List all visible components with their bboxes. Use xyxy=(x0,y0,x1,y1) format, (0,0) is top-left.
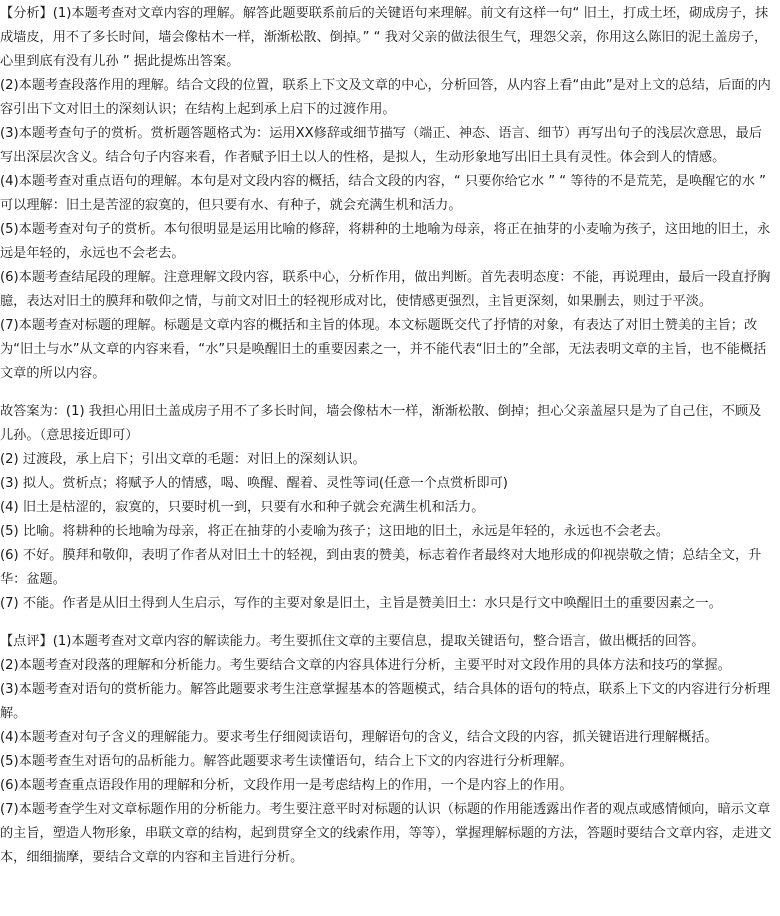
answer-paragraph-5: (5) 比喻。将耕种的长地喻为母亲，将正在抽芽的小麦喻为孩子；这田地的旧土，永远是年轻的，永远也不会老去。 xyxy=(0,524,670,539)
analysis-paragraph-6: (6)本题考查结尾段的理解。注意理解文段内容，联系中心，分析作用，做出判断。首先表明态度：不能，再说理由，最后一段直抒胸臆，表达对旧土的膜拜和敬仰之情，与前文对旧土的轻视形成对比，使情感更强烈，主旨更深刻，如果删去，则过于平淡。 xyxy=(0,270,771,309)
analysis-paragraph-2: (2)本题考查段落作用的理解。结合文段的位置，联系上下文及文章的中心，分析回答，从内容上看“由此”是对上文的总结，后面的内容引出下文对旧土的深刻认识；在结构上起到承上启下的过渡作用。 xyxy=(0,78,771,117)
answer-paragraph-1: 故答案为：(1) 我担心用旧土盖成房子用不了多长时间，墙会像枯木一样，渐渐松散、倒掉；担心父亲盖屋只是为了自己住，不顾及儿孙。（意思接近即可） xyxy=(0,404,762,443)
analysis-paragraph-1: 【分析】(1)本题考查对文章内容的理解。解答此题要联系前后的关键语句来理解。前文有这样一句“ 旧土，打成土坯，砌成房子，抹成墙皮，用不了多长时间，墙会像枯木一样，渐渐松散、倒掉。” “ 我对父亲的做法很生气，理怨父亲，你用这么陈旧的泥土盖房子，心里到底有没有儿孙 ” 据此提炼出答案。 xyxy=(0,6,769,69)
comment-paragraph-2: (2)本题考查对段落的理解和分析能力。考生要结合文章的内容具体进行分析，主要平时对文段作用的具体方法和技巧的掌握。 xyxy=(0,658,731,673)
comment-paragraph-6: (6)本题考查重点语段作用的理解和分析，文段作用一是考虑结构上的作用，一个是内容上的作用。 xyxy=(0,778,573,793)
comment-paragraph-5: (5)本题考查生对语句的品析能力。解答此题要求考生读懂语句，结合上下文的内容进行分析理解。 xyxy=(0,754,573,769)
comment-paragraph-1: 【点评】(1)本题考查对文章内容的解读能力。考生要抓住文章的主要信息，提取关键语句，整合语言，做出概括的回答。 xyxy=(0,634,705,649)
analysis-paragraph-4: (4)本题考查对重点语句的理解。本句是对文段内容的概括，结合文段的内容，“ 只要你给它水 ” “ 等待的不是荒芜，是唤醒它的水 ” 可以理解：旧土是苦涩的寂寞的，但只要有水、有种子，就会充满生机和活力。 xyxy=(0,174,766,213)
section-spacer xyxy=(0,616,772,630)
section-spacer xyxy=(0,386,772,400)
answer-paragraph-4: (4) 旧土是枯涩的，寂寞的，只要时机一到，只要有水和种子就会充满生机和活力。 xyxy=(0,500,485,515)
answer-paragraph-7: (7) 不能。作者是从旧土得到人生启示，写作的主要对象是旧土，主旨是赞美旧土：水只是行文中唤醒旧土的重要因素之一。 xyxy=(0,596,722,611)
comment-section xyxy=(0,630,772,870)
analysis-paragraph-3: (3)本题考查句子的赏析。赏析题答题格式为：运用XX修辞或细节描写（端正、神态、语言、细节）再写出句子的浅层次意思，最后写出深层次含义。结合句子内容来看，作者赋予旧土以人的性格，是拟人，生动形象地写出旧土具有灵性。体会到人的情感。 xyxy=(0,126,763,165)
answer-section xyxy=(0,400,772,616)
comment-paragraph-4: (4)本题考查对句子含义的理解能力。要求考生仔细阅读语句，理解语句的含义，结合文段的内容，抓关键语进行理解概括。 xyxy=(0,730,718,745)
comment-paragraph-3: (3)本题考查对语句的赏析能力。解答此题要求考生注意掌握基本的答题模式，结合具体的语句的特点，联系上下文的内容进行分析理解。 xyxy=(0,682,771,721)
analysis-paragraph-7: (7)本题考查对标题的理解。标题是文章内容的概括和主旨的体现。本文标题既交代了抒情的对象，有表达了对旧土赞美的主旨；改为“旧土与水”从文章的内容来看，“水”只是唤醒旧土的重要因素之一，并不能代表“旧土的”全部，无法表明文章的主旨，也不能概括文章的所以内容。 xyxy=(0,318,767,381)
answer-paragraph-3: (3) 拟人。赏析点；将赋予人的情感，喝、唤醒、醒着、灵性等词(任意一个点赏析即可) xyxy=(0,476,508,491)
comment-paragraph-7: (7)本题考查学生对文章标题作用的分析能力。考生要注意平时对标题的认识（标题的作用能透露出作者的观点或感情倾向，暗示文章的主旨，塑造人物形象，串联文章的结构，起到贯穿全文的线索作用，等等），掌握理解标题的方法，答题时要结合文章内容，走进文本，细细揣摩，要结合文章的内容和主旨进行分析。 xyxy=(0,802,772,865)
answer-paragraph-6: (6) 不好。膜拜和敬仰，表明了作者从对旧土十的轻视，到由衷的赞美，标志着作者最终对大地形成的仰视崇敬之情；总结全文，升华：盆题。 xyxy=(0,548,762,587)
analysis-section xyxy=(0,2,772,386)
answer-paragraph-2: (2) 过渡段，承上启下；引出文章的毛题：对旧上的深刻认识。 xyxy=(0,452,366,467)
analysis-paragraph-5: (5)本题考查对句子的赏析。本句很明显是运用比喻的修辞，将耕种的土地喻为母亲，将正在抽芽的小麦喻为孩子，这田地的旧土，永远是年轻的，永远也不会老去。 xyxy=(0,222,771,261)
